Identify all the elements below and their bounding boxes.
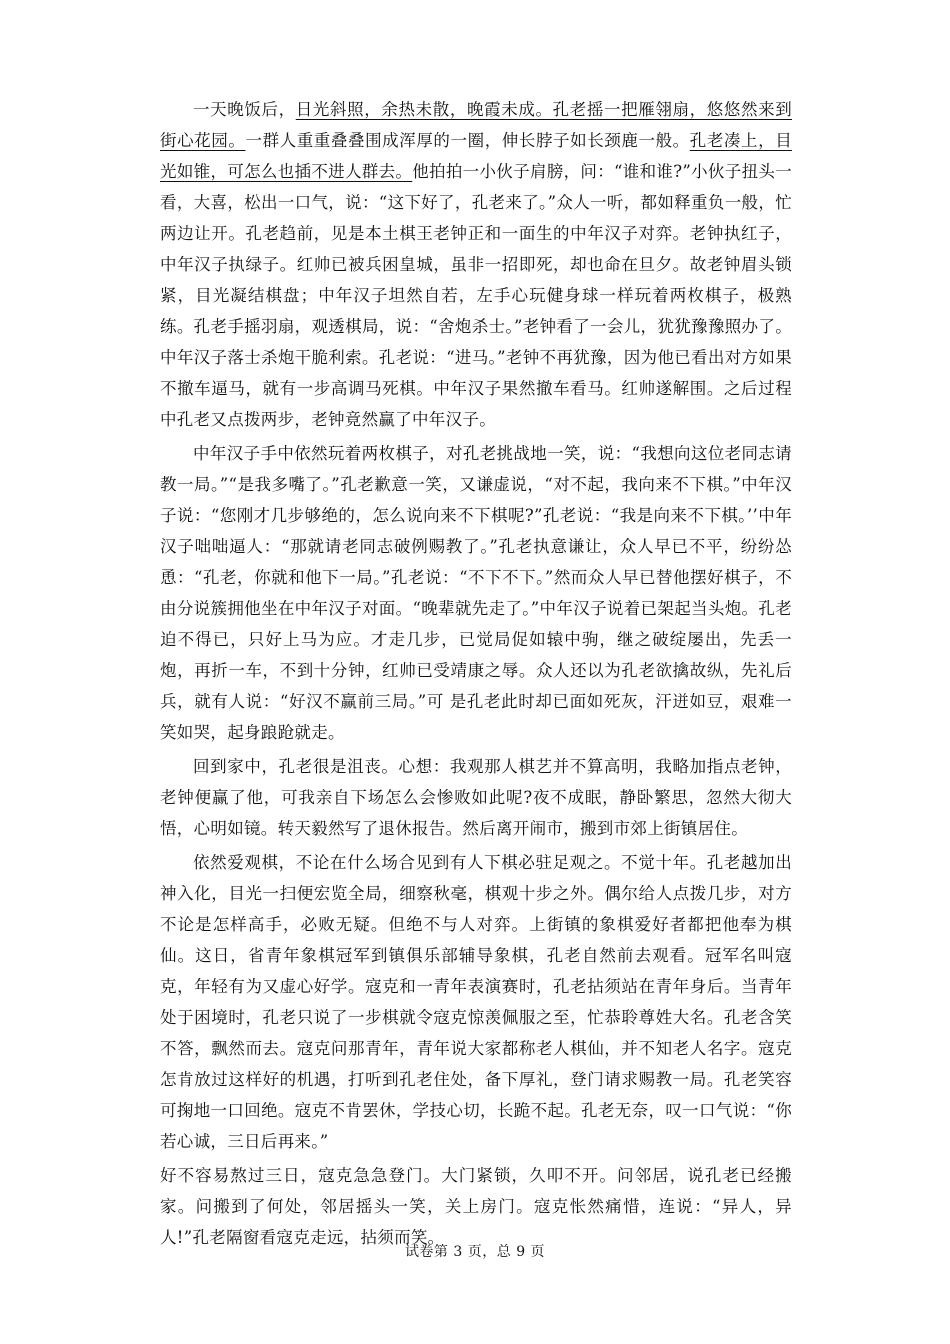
underlined-text: 孔老凑上，目光如锥，可怎么也插不进人群去。 bbox=[160, 131, 792, 181]
text-segment: 他拍拍一小伙子肩膀，问：“谁和谁?”小伙子扭头一看，大喜，松出一口气，说：“这下好了，孔老来了。”众人一听，都如释重负一般，忙两边让开。孔老趋前，见是本土棋王老钟正和一面生的中年汉子对弈。老钟执红子，中年汉子执绿子。红帅已被兵困皇城，虽非一招即死，却也命在旦夕。故老钟眉头锁紧，目光凝结棋盘；中年汉子坦然自若，左手心玩健身球一样玩着两枚棋子，极熟练。孔老手摇羽扇，观透棋局，说：“舍炮杀士。”老钟看了一会儿，犹犹豫豫照办了。中年汉子落士杀炮干脆利索。孔老说：“进马。”老钟不再犹豫，因为他已看出对方如果不撤车逼马，就有一步高调马死棋。中年汉子果然撤车看马。红帅遂解围。之后过程中孔老又点拨两步，老钟竟然赢了中年汉子。 bbox=[160, 162, 792, 429]
text-segment: 回到家中，孔老很是沮丧。心想：我观那人棋艺并不算高明，我略加指点老钟，老钟便赢了他，可我亲自下场怎么会惨败如此呢?夜不成眠，静卧繁思，忽然大彻大悟，心明如镜。转天毅然写了退休报告。然后离开闹市，搬到市郊上街镇居住。 bbox=[160, 757, 792, 838]
underlined-text: 日光斜照，余热未散，晚霞未成。孔老摇一把雁翎扇，悠悠然来到街心花园。 bbox=[160, 100, 792, 150]
text-segment: 好不容易熬过三日，寇克急急登门。大门紧锁，久叩不开。问邻居，说孔老已经搬家。问搬到了何处，邻居摇头一笑，关上房门。寇克怅然痛惜，连说：“异人，异人!”孔老隔窗看寇克走远，拈须而笑。 bbox=[160, 1166, 792, 1247]
text-segment: 一天晚饭后， bbox=[193, 100, 296, 119]
article-text bbox=[160, 94, 792, 1253]
page-footer: 试卷第 3 页，总 9 页 bbox=[404, 1244, 546, 1260]
paragraph bbox=[160, 94, 792, 435]
paragraph bbox=[160, 1160, 792, 1253]
text-segment: 中年汉子手中依然玩着两枚棋子，对孔老挑战地一笑，说：“我想向这位老同志请教一局。”“是我多嘴了。”孔老歉意一笑，又谦虚说，“对不起，我向来不下棋。”中年汉子说：“您刚才几步够绝的，怎么说向来不下棋呢?”孔老说：“我是向来不下棋。’’中年汉子咄咄逼人：“那就请老同志破例赐教了。”孔老执意谦让，众人早已不平，纷纷怂恿：“孔老，你就和他下一局。”孔老说：“不下不下。”然而众人早已替他摆好棋子，不由分说簇拥他坐在中年汉子对面。“晚辈就先走了。”中年汉子说着已架起当头炮。孔老迫不得已，只好上马为应。才走几步，已觉局促如辕中驹，继之破绽屡出，先丢一炮，再折一车，不到十分钟，红帅已受靖康之辱。众人还以为孔老欲擒故纵，先礼后兵，就有人说：“好汉不赢前三局。”可 是孔老此时却已面如死灰，汗迸如豆，艰难一笑如哭，起身踉跄就走。 bbox=[160, 444, 792, 742]
paragraph bbox=[160, 847, 792, 1157]
paragraph bbox=[160, 438, 792, 748]
text-segment: 依然爱观棋，不论在什么场合见到有人下棋必驻足观之。不觉十年。孔老越加出神入化，目光一扫便宏览全局，细察秋毫，棋观十步之外。偶尔给人点拨几步，对方不论是怎样高手，必败无疑。但绝不与人对弈。上街镇的象棋爱好者都把他奉为棋仙。这日，省青年象棋冠军到镇俱乐部辅导象棋，孔老自然前去观看。冠军名叫寇克，年轻有为又虚心好学。寇克和一青年表演赛时，孔老拈须站在青年身后。当青年处于困境时，孔老只说了一步棋就令寇克惊羡佩服之至，忙恭聆尊姓大名。孔老含笑不答，飘然而去。寇克问那青年，青年说大家都称老人棋仙，并不知老人名字。寇克怎肯放过这样好的机遇，打听到孔老住处，备下厚礼，登门请求赐教一局。孔老笑容可掬地一口回绝。寇克不肯罢休，学技心切，长跪不起。孔老无奈，叹一口气说：“你若心诚，三日后再来。” bbox=[160, 853, 792, 1151]
document-body bbox=[160, 94, 792, 1256]
text-segment: 一群人重重叠叠围成浑厚的一圈，伸长脖子如长颈鹿一般。 bbox=[245, 131, 690, 150]
paragraph bbox=[160, 751, 792, 844]
